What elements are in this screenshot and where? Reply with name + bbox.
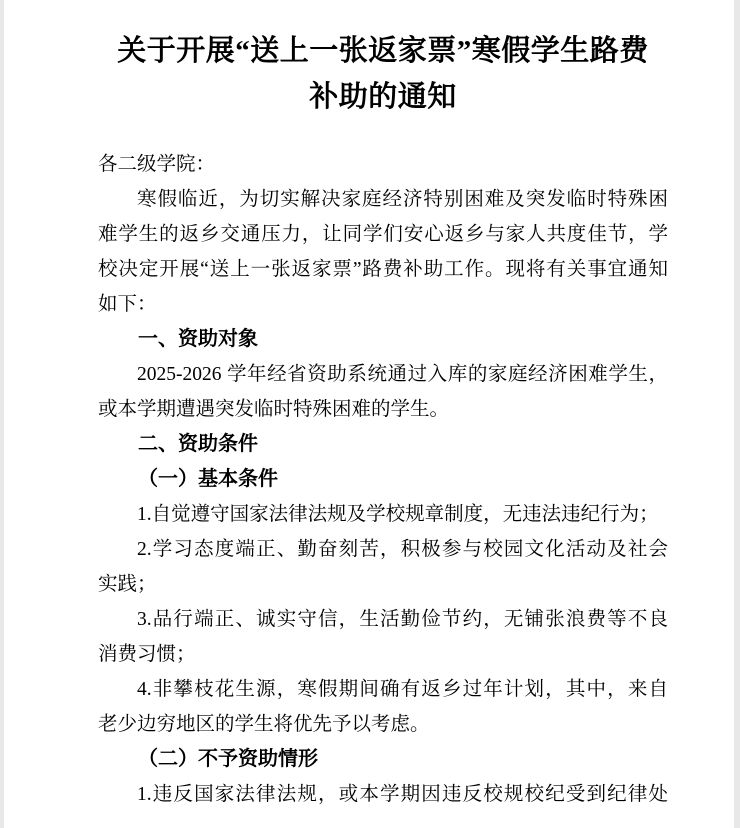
subsection-2-1-heading: （一）基本条件 [138, 468, 278, 490]
doc-line: 消费习惯； [98, 644, 196, 665]
notice-body [98, 147, 668, 812]
notice-title [98, 0, 668, 120]
notice-title-line-1: 关于开展“送上一张返家票”寒假学生路费 [117, 35, 649, 67]
doc-line: 3.品行端正、诚实守信，生活勤俭节约，无铺张浪费等不良 [137, 609, 668, 630]
section-2-heading: 二、资助条件 [138, 433, 258, 455]
doc-line: 校决定开展“送上一张返家票”路费补助工作。现将有关事宜通知 [98, 259, 668, 280]
notice-title-line-2: 补助的通知 [309, 81, 457, 113]
basic-condition-item-1 [98, 497, 668, 532]
doc-line: 或本学期遭遇突发临时特殊困难的学生。 [98, 399, 450, 420]
section-1-paragraph [98, 357, 668, 427]
doc-line: 难学生的返乡交通压力，让同学们安心返乡与家人共度佳节，学 [98, 224, 668, 245]
basic-condition-item-2 [98, 532, 668, 602]
exclusion-item-1 [98, 777, 668, 812]
basic-condition-item-3 [98, 602, 668, 672]
document-page [98, 0, 668, 812]
section-1-heading: 一、资助对象 [138, 328, 258, 350]
subsection-2-2-heading: （二）不予资助情形 [138, 748, 318, 770]
page-left-edge [0, 0, 4, 828]
doc-line: 1.违反国家法律法规，或本学期因违反校规校纪受到纪律处 [137, 784, 668, 805]
doc-line: 2.学习态度端正、勤奋刻苦，积极参与校园文化活动及社会 [137, 539, 668, 560]
doc-line: 4.非攀枝花生源，寒假期间确有返乡过年计划，其中，来自 [137, 679, 668, 700]
doc-line: 老少边穷地区的学生将优先予以考虑。 [98, 714, 430, 735]
doc-line: 实践； [98, 574, 157, 595]
basic-condition-item-4 [98, 672, 668, 742]
doc-line: 2025-2026 学年经省资助系统通过入库的家庭经济困难学生， [137, 364, 668, 385]
doc-line: 寒假临近，为切实解决家庭经济特别困难及突发临时特殊困 [137, 189, 668, 210]
doc-line: 如下： [98, 294, 157, 315]
doc-line: 1.自觉遵守国家法律法规及学校规章制度，无违法违纪行为； [137, 504, 659, 525]
salutation: 各二级学院： [98, 154, 216, 175]
page-right-edge [734, 0, 740, 828]
intro-paragraph [98, 182, 668, 322]
